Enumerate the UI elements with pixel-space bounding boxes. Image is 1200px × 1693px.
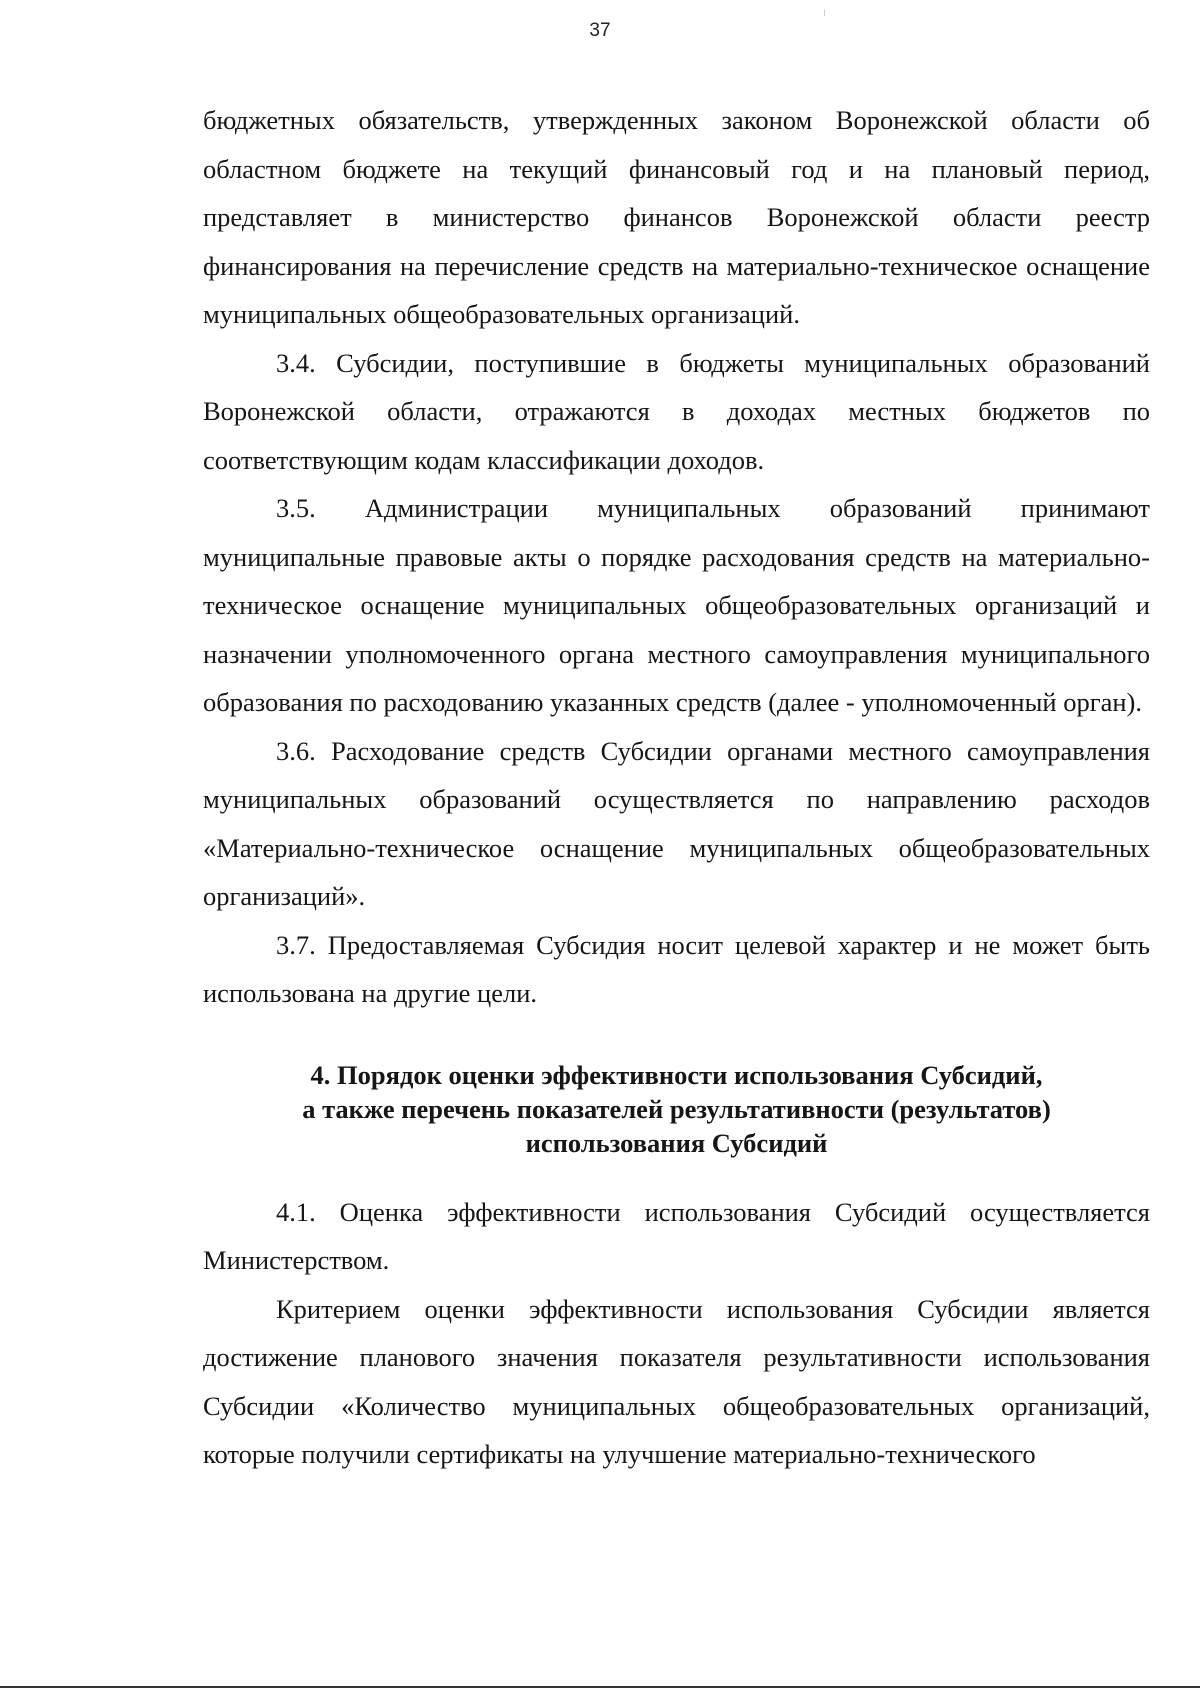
page-number: 37 [589,20,611,41]
paragraph-4-1: 4.1. Оценка эффективности использования Субсидий осуществляется Министерством. [203,1196,1150,1275]
paragraph-continuation: бюджетных обязательств, утвержденных законом Воронежской области об областном бюджете на текущий финансовый год и на плановый период, представляет в министерство финансов Воронежской области реестр финансирования на перечисление средств на материально-техническое оснащение муниципальных общеобразовательных организаций. [203,105,1150,329]
paragraph-3-6: 3.6. Расходование средств Субсидии органами местного самоуправления муниципальных образований осуществляется по направлению расходов «Материально-техническое оснащение муниципальных общеобразовательных организаций». [203,735,1150,911]
section-heading [203,1058,1150,1160]
paragraph-3-4: 3.4. Субсидии, поступившие в бюджеты муниципальных образований Воронежской области, отражаются в доходах местных бюджетов по соответствующим кодам классификации доходов. [203,347,1150,475]
section-heading-line: использования Субсидий [525,1127,828,1158]
document-body [203,96,1150,1479]
section-heading-line: а также перечень показателей результативности (результатов) [302,1093,1051,1124]
paragraph-3-7: 3.7. Предоставляемая Субсидия носит целевой характер и не может быть использована на другие цели. [203,929,1150,1008]
scan-artifact [824,10,825,16]
page-bottom-rule [0,1686,1200,1688]
paragraph-3-5: 3.5. Администрации муниципальных образований принимают муниципальные правовые акты о порядке расходования средств на материально-техническое оснащение муниципальных общеобразовательных организаций и назначении уполномоченного органа местного самоуправления муниципального образования по расходованию указанных средств (далее - уполномоченный орган). [203,493,1150,717]
section-heading-line: 4. Порядок оценки эффективности использования Субсидий, [310,1059,1043,1090]
paragraph-criterion: Критерием оценки эффективности использования Субсидии является достижение планового значения показателя результативности использования Субсидии «Количество муниципальных общеобразовательных организаций, которые получили сертификаты на улучшение материально-технического [203,1293,1150,1469]
